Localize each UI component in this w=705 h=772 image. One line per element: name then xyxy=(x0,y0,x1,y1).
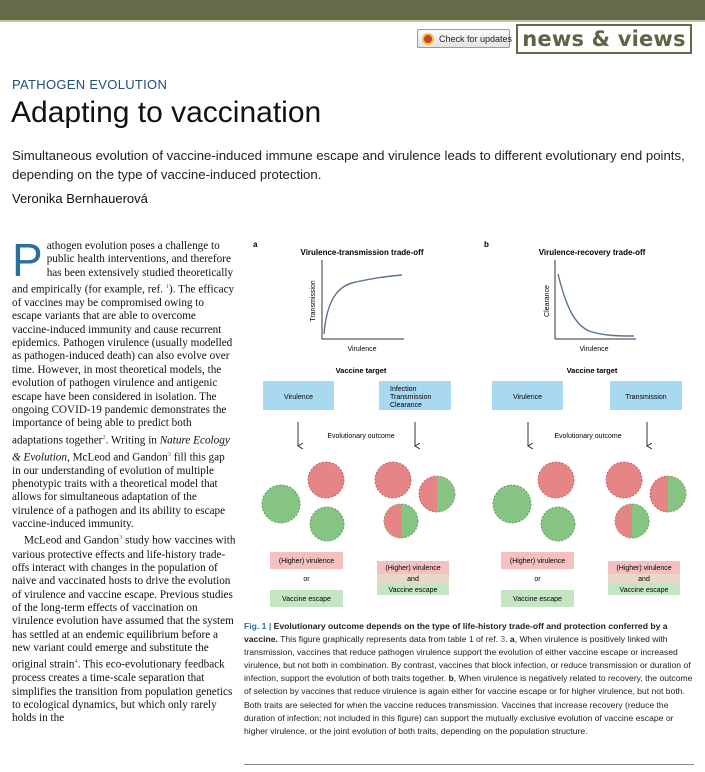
section-badge xyxy=(516,24,692,54)
panel-a-curve xyxy=(324,275,402,334)
panel-a-left-or: or xyxy=(303,576,310,583)
panel-b-left-or: or xyxy=(534,576,541,583)
panel-b-right-escape: Vaccine escape xyxy=(619,587,669,594)
caption-text-b: . xyxy=(505,634,510,645)
top-accent-line xyxy=(0,20,705,22)
virus-red-icon xyxy=(375,462,411,498)
panel-b-right-virulence: (Higher) virulence xyxy=(616,565,672,572)
panel-a-outcome-label: Evolutionary outcome xyxy=(327,433,395,440)
reference-link-3[interactable]: 3 xyxy=(167,450,171,458)
caption-b-text: , When virulence is negatively related to recovery, the outcome of selection by vaccines that reduce virulence is again either for vaccine escape or for higher virulence, but not both. Both traits are selected for when the vaccine reduces transmission. Vaccines that increase recovery (reduce the duration of infection; not included in this figure) can support the mutually exclusive evolution of vaccine escape or higher virulence, or the joint evolution of both traits, depending on the population structure. xyxy=(244,673,693,736)
crossmark-icon xyxy=(422,33,434,45)
panel-b-outcome-label: Evolutionary outcome xyxy=(554,433,622,440)
caption-title: Evolutionary outcome depends on the type of life-history trade-off and protection conferred by a vaccine. xyxy=(244,621,668,645)
check-for-updates-label: Check for updates xyxy=(439,33,513,44)
body-paragraph-1 xyxy=(12,234,236,531)
panel-a-tradeoff-title: Virulence-transmission trade-off xyxy=(300,248,424,257)
virus-green-icon xyxy=(541,507,575,541)
virus-green-icon xyxy=(493,485,531,523)
panel-b-target-transmission: Transmission xyxy=(625,394,667,401)
panel-a-vaccine-target: Vaccine target xyxy=(335,366,387,375)
panel-a-target-clearance: Clearance xyxy=(390,402,422,409)
panel-b-right-and: and xyxy=(638,576,650,583)
virus-green-icon xyxy=(310,507,344,541)
panel-b-y-label: Clearance xyxy=(544,285,551,317)
article-body xyxy=(12,234,236,726)
journal-name: Nature Ecology & Evolution xyxy=(12,434,230,464)
top-color-bar xyxy=(0,0,705,20)
caption-text-a: This figure graphically represents data from table 1 of ref. xyxy=(277,634,501,645)
check-for-updates-button[interactable] xyxy=(417,29,513,48)
panel-a-x-label: Virulence xyxy=(347,346,377,353)
panel-b-x-label: Virulence xyxy=(579,346,609,353)
article-standfirst: Simultaneous evolution of vaccine-induced immune escape and virulence leads to different evolutionary end points, depending on the type of vaccine-induced protection. xyxy=(12,148,685,182)
panel-a-target-virulence: Virulence xyxy=(283,394,314,401)
body-p2-text-b: study how vaccines with various protective effects and life-history trade-offs interact with changes in the population of naive and vaccinated hosts to drive the evolution of virulence and vaccine escape. Previous studies of the long-term effects of vaccination on virulence evolution have assumed that the system has settled at an endemic equilibrium before a new variant could emerge and substitute the original strain xyxy=(12,535,236,671)
panel-a-virus-right-group xyxy=(375,462,455,538)
body-paragraph-2 xyxy=(12,531,236,725)
virus-red-icon xyxy=(308,462,344,498)
caption-fig-label: Fig. 1 | xyxy=(244,621,272,631)
body-p1-text-a: athogen evolution poses a challenge to public health interventions, and therefore has been extensively studied theoretically and empirically (for example, ref. xyxy=(12,240,234,296)
panel-b-virus-right-group xyxy=(606,462,686,538)
panel-a-left-escape: Vaccine escape xyxy=(282,596,331,603)
caption-reference-link[interactable]: 3 xyxy=(500,634,506,645)
virus-red-icon xyxy=(538,462,574,498)
body-p1-text-b: ). The efficacy of vaccines may be compromised owing to escape variants that are able to overcome vaccine-induced immunity and cause recurrent epidemics. Pathogen virulence (usually modelled as pathogen-induced death) can also evolve over time. However, in most theoretical models, the evolution of pathogen virulence and antigenic escape have been considered in isolation. The ongoing COVID-19 pandemic demonstrates the importance of being able to predict both adaptations together xyxy=(12,283,235,447)
section-badge-label: news & views xyxy=(522,27,686,51)
panel-b-target-virulence: Virulence xyxy=(512,394,543,401)
virus-mixed-half xyxy=(615,504,632,538)
virus-green-icon xyxy=(262,485,300,523)
panel-b-left-escape: Vaccine escape xyxy=(513,596,562,603)
reference-link-2[interactable]: 2 xyxy=(102,433,106,441)
reference-link-3b[interactable]: 3 xyxy=(119,534,123,542)
body-p1-text-e: fill this gap in our understanding of evolution of multiple phenotypic traits with a theoretical model that allows for simultaneous adaptation of the virulence of a pathogen and its ability to escape vaccine-induced immunity. xyxy=(12,451,226,531)
body-p1-text-c: . Writing in xyxy=(105,434,160,447)
reference-link-4[interactable]: 4 xyxy=(74,658,78,666)
caption-b-label: b xyxy=(448,673,454,684)
reference-link-1[interactable]: 1 xyxy=(165,283,170,291)
panel-b-curve xyxy=(558,274,634,336)
panel-a-y-label: Transmission xyxy=(310,280,317,322)
panel-a-right-escape: Vaccine escape xyxy=(388,587,438,594)
body-p1-text-d: , McLeod and Gandon xyxy=(67,451,168,464)
panel-a-target-transmission: Transmission xyxy=(390,394,432,401)
panel-a-letter: a xyxy=(253,240,258,249)
panel-b-letter: b xyxy=(484,240,489,249)
virus-mixed-half xyxy=(437,476,455,512)
panel-b-vaccine-target: Vaccine target xyxy=(566,366,618,375)
panel-a-right-virulence: (Higher) virulence xyxy=(385,565,441,572)
caption-a-text: , When virulence is positively linked with transmission, vaccines that reduce pathogen virulence support the evolution of either vaccine escape or increased virulence, but not both in combination. By contrast, vaccines that block infection, or reduce transmission or duration of infection, support the evolution of both traits together. xyxy=(244,634,691,684)
body-p2-text-c: . This eco-evolutionary feedback process creates a time-scale separation that simplifies the transition from population genetics to ecological dynamics, but which only rarely holds in the xyxy=(12,658,233,725)
figure-1 xyxy=(244,236,694,620)
panel-a-virus-left-group xyxy=(262,462,344,541)
caption-bottom-rule xyxy=(244,764,694,765)
article-author[interactable]: Veronika Bernhauerová xyxy=(12,191,148,206)
drop-cap: P xyxy=(12,234,43,286)
article-title: Adapting to vaccination xyxy=(11,96,322,129)
figure-caption xyxy=(244,620,694,738)
panel-a-left-virulence: (Higher) virulence xyxy=(278,558,335,565)
virus-mixed-half xyxy=(384,504,401,538)
caption-a-label: a xyxy=(509,634,515,645)
panel-b-virus-left-group xyxy=(493,462,575,541)
virus-mixed-half xyxy=(668,476,686,512)
panel-b-left-virulence: (Higher) virulence xyxy=(509,558,566,565)
article-kicker: PATHOGEN EVOLUTION xyxy=(12,77,168,92)
panel-a-right-and: and xyxy=(407,576,419,583)
body-p2-text-a: McLeod and Gandon xyxy=(24,535,120,548)
figure-1-svg xyxy=(244,236,694,620)
virus-red-icon xyxy=(606,462,642,498)
panel-b-tradeoff-title: Virulence-recovery trade-off xyxy=(538,248,646,257)
panel-a-target-infection: Infection xyxy=(390,386,417,393)
